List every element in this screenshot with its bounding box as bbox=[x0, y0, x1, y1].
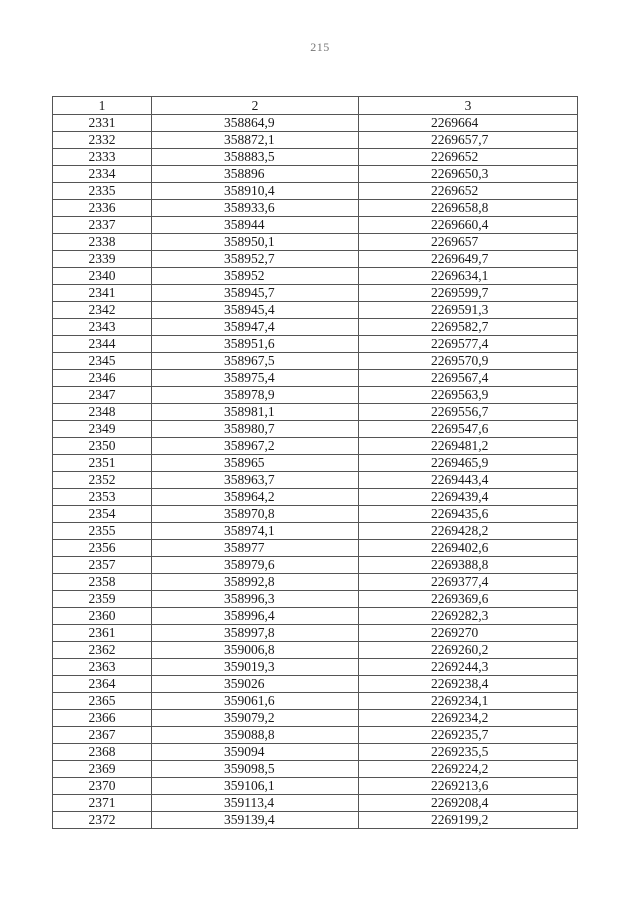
y-coordinate-cell: 2269582,7 bbox=[359, 319, 578, 336]
point-number-cell: 2361 bbox=[53, 625, 152, 642]
y-coordinate-cell: 2269235,7 bbox=[359, 727, 578, 744]
y-coordinate-cell: 2269567,4 bbox=[359, 370, 578, 387]
y-coordinate-cell: 2269660,4 bbox=[359, 217, 578, 234]
y-coordinate-cell: 2269213,6 bbox=[359, 778, 578, 795]
point-number-cell: 2370 bbox=[53, 778, 152, 795]
table-row bbox=[53, 421, 578, 438]
point-number-cell: 2346 bbox=[53, 370, 152, 387]
y-coordinate-cell: 2269658,8 bbox=[359, 200, 578, 217]
y-coordinate-cell: 2269570,9 bbox=[359, 353, 578, 370]
y-coordinate-cell: 2269238,4 bbox=[359, 676, 578, 693]
point-number-cell: 2343 bbox=[53, 319, 152, 336]
y-coordinate-cell: 2269270 bbox=[359, 625, 578, 642]
point-number-cell: 2372 bbox=[53, 812, 152, 829]
point-number-cell: 2336 bbox=[53, 200, 152, 217]
point-number-cell: 2334 bbox=[53, 166, 152, 183]
point-number-cell: 2337 bbox=[53, 217, 152, 234]
x-coordinate-cell: 358992,8 bbox=[152, 574, 359, 591]
y-coordinate-cell: 2269282,3 bbox=[359, 608, 578, 625]
y-coordinate-cell: 2269428,2 bbox=[359, 523, 578, 540]
point-number-cell: 2348 bbox=[53, 404, 152, 421]
table-row bbox=[53, 557, 578, 574]
point-number-cell: 2350 bbox=[53, 438, 152, 455]
y-coordinate-cell: 2269547,6 bbox=[359, 421, 578, 438]
x-coordinate-cell: 358896 bbox=[152, 166, 359, 183]
x-coordinate-cell: 358945,7 bbox=[152, 285, 359, 302]
x-coordinate-cell: 358981,1 bbox=[152, 404, 359, 421]
table-row bbox=[53, 676, 578, 693]
point-number-cell: 2360 bbox=[53, 608, 152, 625]
table-row bbox=[53, 404, 578, 421]
page-number: 215 bbox=[310, 40, 330, 54]
point-number-cell: 2371 bbox=[53, 795, 152, 812]
table-row bbox=[53, 795, 578, 812]
x-coordinate-cell: 359006,8 bbox=[152, 642, 359, 659]
x-coordinate-cell: 358963,7 bbox=[152, 472, 359, 489]
x-coordinate-cell: 358974,1 bbox=[152, 523, 359, 540]
y-coordinate-cell: 2269369,6 bbox=[359, 591, 578, 608]
table-row bbox=[53, 370, 578, 387]
x-coordinate-cell: 358951,6 bbox=[152, 336, 359, 353]
x-coordinate-cell: 358967,5 bbox=[152, 353, 359, 370]
x-coordinate-cell: 358978,9 bbox=[152, 387, 359, 404]
y-coordinate-cell: 2269465,9 bbox=[359, 455, 578, 472]
x-coordinate-cell: 359079,2 bbox=[152, 710, 359, 727]
table-row bbox=[53, 489, 578, 506]
x-coordinate-cell: 358967,2 bbox=[152, 438, 359, 455]
table-row bbox=[53, 319, 578, 336]
table-row bbox=[53, 540, 578, 557]
x-coordinate-cell: 358996,4 bbox=[152, 608, 359, 625]
table-row bbox=[53, 251, 578, 268]
x-coordinate-cell: 358997,8 bbox=[152, 625, 359, 642]
table-row bbox=[53, 302, 578, 319]
table-row bbox=[53, 812, 578, 829]
y-coordinate-cell: 2269377,4 bbox=[359, 574, 578, 591]
table-row bbox=[53, 387, 578, 404]
x-coordinate-cell: 358872,1 bbox=[152, 132, 359, 149]
table-row bbox=[53, 625, 578, 642]
table-row bbox=[53, 353, 578, 370]
table-row bbox=[53, 285, 578, 302]
y-coordinate-cell: 2269224,2 bbox=[359, 761, 578, 778]
y-coordinate-cell: 2269657 bbox=[359, 234, 578, 251]
table-header-row bbox=[53, 97, 578, 115]
table-row bbox=[53, 149, 578, 166]
table-row bbox=[53, 591, 578, 608]
y-coordinate-cell: 2269260,2 bbox=[359, 642, 578, 659]
table-row bbox=[53, 727, 578, 744]
table-row bbox=[53, 642, 578, 659]
y-coordinate-cell: 2269664 bbox=[359, 115, 578, 132]
coordinates-table bbox=[52, 96, 578, 829]
point-number-cell: 2340 bbox=[53, 268, 152, 285]
x-coordinate-cell: 358996,3 bbox=[152, 591, 359, 608]
column-header-3: 3 bbox=[359, 97, 578, 115]
y-coordinate-cell: 2269443,4 bbox=[359, 472, 578, 489]
point-number-cell: 2332 bbox=[53, 132, 152, 149]
x-coordinate-cell: 359019,3 bbox=[152, 659, 359, 676]
table-row bbox=[53, 523, 578, 540]
table-row bbox=[53, 438, 578, 455]
y-coordinate-cell: 2269649,7 bbox=[359, 251, 578, 268]
point-number-cell: 2368 bbox=[53, 744, 152, 761]
point-number-cell: 2331 bbox=[53, 115, 152, 132]
y-coordinate-cell: 2269235,5 bbox=[359, 744, 578, 761]
y-coordinate-cell: 2269435,6 bbox=[359, 506, 578, 523]
y-coordinate-cell: 2269556,7 bbox=[359, 404, 578, 421]
x-coordinate-cell: 358952,7 bbox=[152, 251, 359, 268]
x-coordinate-cell: 358970,8 bbox=[152, 506, 359, 523]
table-row bbox=[53, 132, 578, 149]
table-row bbox=[53, 115, 578, 132]
point-number-cell: 2342 bbox=[53, 302, 152, 319]
table-row bbox=[53, 268, 578, 285]
x-coordinate-cell: 358952 bbox=[152, 268, 359, 285]
x-coordinate-cell: 358964,2 bbox=[152, 489, 359, 506]
x-coordinate-cell: 358979,6 bbox=[152, 557, 359, 574]
y-coordinate-cell: 2269657,7 bbox=[359, 132, 578, 149]
y-coordinate-cell: 2269208,4 bbox=[359, 795, 578, 812]
point-number-cell: 2347 bbox=[53, 387, 152, 404]
y-coordinate-cell: 2269481,2 bbox=[359, 438, 578, 455]
y-coordinate-cell: 2269439,4 bbox=[359, 489, 578, 506]
point-number-cell: 2367 bbox=[53, 727, 152, 744]
y-coordinate-cell: 2269563,9 bbox=[359, 387, 578, 404]
table-row bbox=[53, 744, 578, 761]
y-coordinate-cell: 2269199,2 bbox=[359, 812, 578, 829]
table-row bbox=[53, 761, 578, 778]
point-number-cell: 2357 bbox=[53, 557, 152, 574]
point-number-cell: 2339 bbox=[53, 251, 152, 268]
point-number-cell: 2356 bbox=[53, 540, 152, 557]
point-number-cell: 2335 bbox=[53, 183, 152, 200]
point-number-cell: 2338 bbox=[53, 234, 152, 251]
y-coordinate-cell: 2269388,8 bbox=[359, 557, 578, 574]
x-coordinate-cell: 359098,5 bbox=[152, 761, 359, 778]
y-coordinate-cell: 2269599,7 bbox=[359, 285, 578, 302]
x-coordinate-cell: 358883,5 bbox=[152, 149, 359, 166]
point-number-cell: 2353 bbox=[53, 489, 152, 506]
table-row bbox=[53, 183, 578, 200]
y-coordinate-cell: 2269650,3 bbox=[359, 166, 578, 183]
table-row bbox=[53, 659, 578, 676]
x-coordinate-cell: 358975,4 bbox=[152, 370, 359, 387]
y-coordinate-cell: 2269591,3 bbox=[359, 302, 578, 319]
point-number-cell: 2344 bbox=[53, 336, 152, 353]
point-number-cell: 2355 bbox=[53, 523, 152, 540]
table-row bbox=[53, 608, 578, 625]
x-coordinate-cell: 359094 bbox=[152, 744, 359, 761]
y-coordinate-cell: 2269577,4 bbox=[359, 336, 578, 353]
point-number-cell: 2351 bbox=[53, 455, 152, 472]
x-coordinate-cell: 359139,4 bbox=[152, 812, 359, 829]
y-coordinate-cell: 2269234,1 bbox=[359, 693, 578, 710]
table-row bbox=[53, 693, 578, 710]
point-number-cell: 2366 bbox=[53, 710, 152, 727]
y-coordinate-cell: 2269234,2 bbox=[359, 710, 578, 727]
table-body bbox=[53, 115, 578, 829]
table-row bbox=[53, 217, 578, 234]
x-coordinate-cell: 358977 bbox=[152, 540, 359, 557]
column-header-1: 1 bbox=[53, 97, 152, 115]
point-number-cell: 2369 bbox=[53, 761, 152, 778]
y-coordinate-cell: 2269634,1 bbox=[359, 268, 578, 285]
table-row bbox=[53, 200, 578, 217]
point-number-cell: 2363 bbox=[53, 659, 152, 676]
point-number-cell: 2341 bbox=[53, 285, 152, 302]
x-coordinate-cell: 359088,8 bbox=[152, 727, 359, 744]
x-coordinate-cell: 358945,4 bbox=[152, 302, 359, 319]
table-row bbox=[53, 234, 578, 251]
table-row bbox=[53, 166, 578, 183]
x-coordinate-cell: 358944 bbox=[152, 217, 359, 234]
x-coordinate-cell: 359113,4 bbox=[152, 795, 359, 812]
point-number-cell: 2362 bbox=[53, 642, 152, 659]
table-row bbox=[53, 336, 578, 353]
y-coordinate-cell: 2269402,6 bbox=[359, 540, 578, 557]
point-number-cell: 2358 bbox=[53, 574, 152, 591]
x-coordinate-cell: 359106,1 bbox=[152, 778, 359, 795]
table-row bbox=[53, 778, 578, 795]
x-coordinate-cell: 358910,4 bbox=[152, 183, 359, 200]
y-coordinate-cell: 2269652 bbox=[359, 183, 578, 200]
x-coordinate-cell: 358947,4 bbox=[152, 319, 359, 336]
x-coordinate-cell: 358864,9 bbox=[152, 115, 359, 132]
column-header-2: 2 bbox=[152, 97, 359, 115]
table-row bbox=[53, 472, 578, 489]
point-number-cell: 2349 bbox=[53, 421, 152, 438]
point-number-cell: 2365 bbox=[53, 693, 152, 710]
table-row bbox=[53, 710, 578, 727]
point-number-cell: 2364 bbox=[53, 676, 152, 693]
point-number-cell: 2354 bbox=[53, 506, 152, 523]
x-coordinate-cell: 358950,1 bbox=[152, 234, 359, 251]
point-number-cell: 2352 bbox=[53, 472, 152, 489]
x-coordinate-cell: 358933,6 bbox=[152, 200, 359, 217]
point-number-cell: 2345 bbox=[53, 353, 152, 370]
table-row bbox=[53, 574, 578, 591]
x-coordinate-cell: 359026 bbox=[152, 676, 359, 693]
x-coordinate-cell: 358965 bbox=[152, 455, 359, 472]
point-number-cell: 2333 bbox=[53, 149, 152, 166]
point-number-cell: 2359 bbox=[53, 591, 152, 608]
x-coordinate-cell: 358980,7 bbox=[152, 421, 359, 438]
table-row bbox=[53, 506, 578, 523]
y-coordinate-cell: 2269652 bbox=[359, 149, 578, 166]
x-coordinate-cell: 359061,6 bbox=[152, 693, 359, 710]
y-coordinate-cell: 2269244,3 bbox=[359, 659, 578, 676]
table-row bbox=[53, 455, 578, 472]
